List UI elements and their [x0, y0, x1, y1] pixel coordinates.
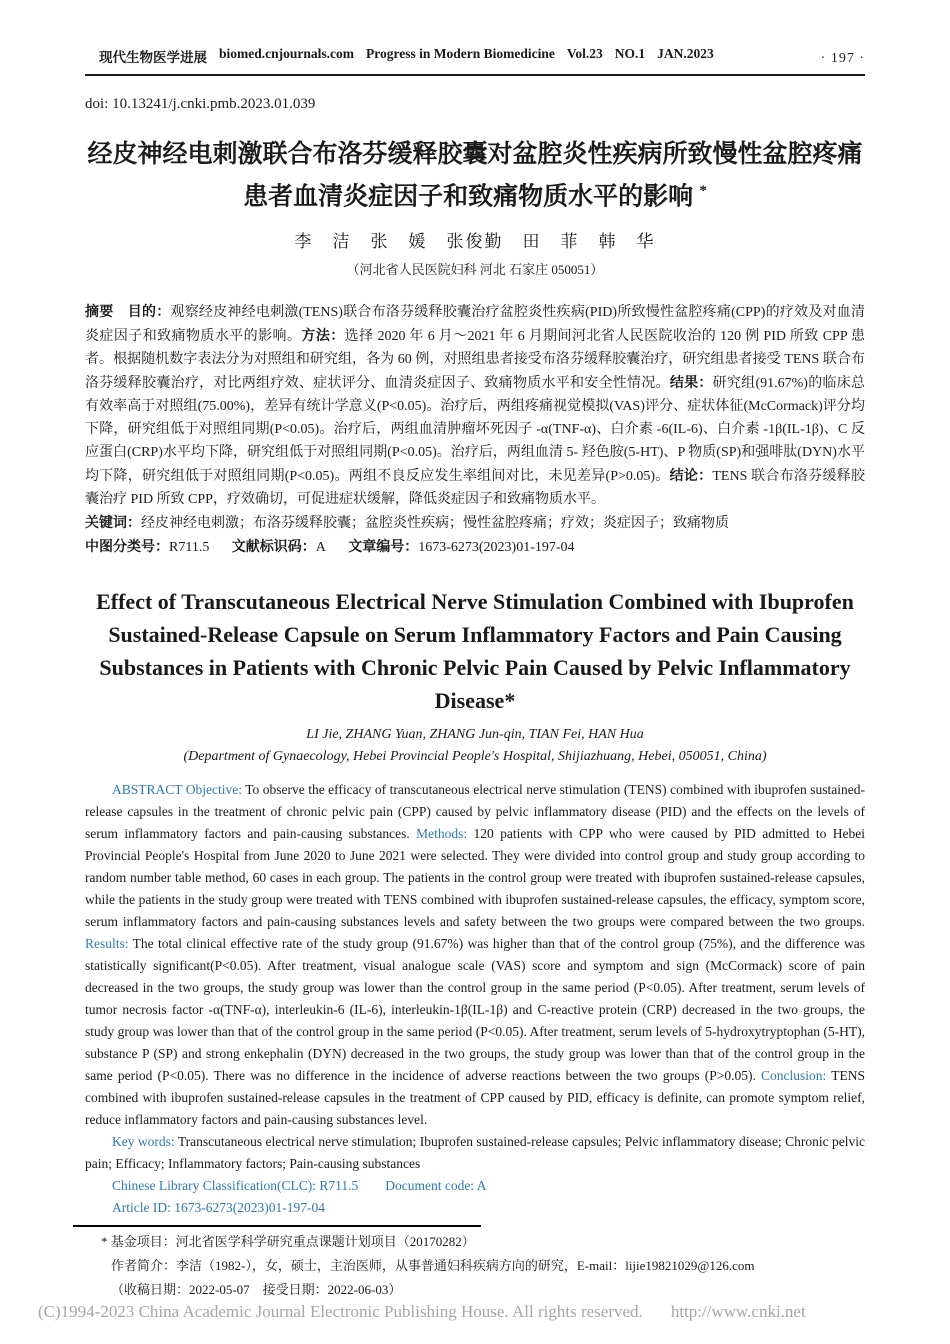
- title-en: Effect of Transcutaneous Electrical Nerve Stimulation Combined with Ibuprofen Sustained-Release Capsule on Serum Inflammatory Factors and Pain Causing Substances in Patients with Chronic Pelvic Pain Caused by Pelvic Inflammatory Disease*: [96, 589, 854, 714]
- copyright-text: (C)1994-2023 China Academic Journal Electronic Publishing House. All rights reserved.: [38, 1302, 643, 1321]
- keywords-cn: [85, 511, 865, 535]
- conclusion-en-text: TENS combined with ibuprofen sustained-release capsules in the treatment of CPP caused by PID, efficacy is definite, can promote symptom relief, reduce inflammatory factors and pain-causing substances level.: [85, 1068, 865, 1128]
- journal-website: biomed.cnjournals.com: [219, 46, 354, 61]
- title-footnote-mark: *: [699, 183, 707, 199]
- doi-line: doi: 10.13241/j.cnki.pmb.2023.01.039: [85, 96, 316, 112]
- title-cn-line1: 经皮神经电刺激联合布洛芬缓释胶囊对盆腔炎性疾病所致慢性盆腔疼痛: [87, 141, 863, 168]
- journal-header: [85, 0, 865, 67]
- doc-code-cn-label: 文献标识码：: [231, 538, 316, 555]
- article-id-cn-value: 1673-6273(2023)01-197-04: [418, 540, 575, 556]
- conclusion-cn-label: 结论：: [669, 467, 713, 484]
- journal-name-en: Progress in Modern Biomedicine: [366, 46, 555, 61]
- abstract-cn: [85, 300, 865, 511]
- results-cn-label: 结果：: [669, 374, 713, 391]
- author-bio-note: 作者简介：李洁（1982-），女，硕士，主治医师，从事普通妇科疾病方向的研究，E-mail：lijie19821029@126.com: [111, 1258, 755, 1274]
- methods-cn-text: 选择 2020 年 6 月～2021 年 6 月期间河北省人民医院收治的 120 例 PID 所致 CPP 患者。根据随机数字表法分为对照组和研究组，各为 60 例，对照组患者接受布洛芬缓释胶囊治疗，研究组患者接受 TENS 联合布洛芬缓释胶囊治疗，对比两组疗效、症状评分、血清炎症因子、致痛物质水平和安全性情况。: [85, 329, 866, 392]
- footnote-rule: [73, 1225, 481, 1227]
- paper-page: [85, 0, 865, 1302]
- keywords-cn-text: 经皮神经电刺激；布洛芬缓释胶囊；盆腔炎性疾病；慢性盆腔疼痛；疗效；炎症因子；致痛物质: [141, 516, 729, 532]
- affiliation-en: (Department of Gynaecology, Hebei Provincial People's Hospital, Shijiazhuang, Hebei, 050051, China): [183, 749, 767, 765]
- affiliation-cn: （河北省人民医院妇科 河北 石家庄 050051）: [346, 262, 604, 278]
- keywords-en-label: Key words:: [112, 1134, 175, 1150]
- results-cn-text: 研究组(91.67%)的临床总有效率高于对照组(75.00%)，差异有统计学意义(P<0.05)。治疗后，两组疼痛视觉模拟(VAS)评分、症状体征(McCormack)评分均下降，研究组低于对照组同期(P<0.05)。治疗后，两组血清肿瘤坏死因子 -α(TNF-α)、白介素 -6(IL-6)、白介素 -1β(IL-1β)、C 反应蛋白(CRP)水平均下降，研究组低于对照组同期(P<0.05)。治疗后，两组血清 5- 羟色胺(5-HT)、P 物质(SP)和强啡肽(DYN)水平均下降，研究组低于对照组同期(P<0.05)。两组不良反应发生率组间对比，未见差异(P>0.05)。: [85, 376, 865, 485]
- classification-en: [85, 1175, 865, 1197]
- journal-date: JAN.2023: [657, 46, 714, 61]
- journal-issue: NO.1: [614, 46, 646, 61]
- abstract-en: [85, 779, 865, 1131]
- clc-en-text: Chinese Library Classification(CLC): R711.5: [112, 1178, 359, 1194]
- clc-cn-label: 中图分类号：: [85, 538, 169, 555]
- fund-project-note: * 基金项目：河北省医学科学研究重点课题计划项目（20170282）: [101, 1234, 475, 1250]
- methods-cn-label: 方法：: [301, 327, 345, 344]
- results-en-label: Results:: [85, 936, 129, 952]
- keywords-en: [85, 1131, 865, 1175]
- objective-en-label: ABSTRACT Objective:: [112, 782, 242, 798]
- clc-cn-value: R711.5: [169, 540, 210, 556]
- cnki-copyright-footer: [38, 1302, 806, 1322]
- article-id-cn-label: 文章编号：: [348, 538, 419, 555]
- authors-cn: 李 洁 张 媛 张俊勤 田 菲 韩 华: [294, 232, 656, 252]
- journal-volume: Vol.23: [566, 46, 603, 61]
- objective-cn-text: 观察经皮神经电刺激(TENS)联合布洛芬缓释胶囊治疗盆腔炎性疾病(PID)所致慢性盆腔疼痛(CPP)的疗效及对血清炎症因子和致痛物质水平的影响。: [85, 305, 866, 345]
- cnki-url: http://www.cnki.net: [670, 1302, 806, 1321]
- title-cn: [85, 137, 865, 215]
- objective-cn-label: 目的：: [127, 303, 171, 320]
- doc-code-en-text: Document code: A: [385, 1178, 487, 1194]
- header-rule: [85, 74, 865, 76]
- received-dates-note: （收稿日期：2022-05-07 接受日期：2022-06-03）: [111, 1282, 402, 1298]
- methods-en-label: Methods:: [416, 826, 468, 842]
- authors-en: LI Jie, ZHANG Yuan, ZHANG Jun-qin, TIAN Fei, HAN Hua: [306, 727, 644, 743]
- keywords-cn-label: 关键词：: [85, 514, 141, 531]
- journal-header-left: [99, 46, 714, 66]
- footnote-block: [85, 1225, 865, 1302]
- objective-en-text: To observe the efficacy of transcutaneous electrical nerve stimulation (TENS) combined with ibuprofen sustained-release capsules in the treatment of chronic pelvic pain (CPP) caused by pelvic inflammatory disease (PID) and the effects on the levels of serum inflammatory factors and pain-causing substances.: [85, 782, 865, 842]
- journal-name-cn: 现代生物医学进展: [99, 50, 207, 65]
- methods-en-text: 120 patients with CPP who were caused by PID admitted to Hebei Provincial People's Hospital from June 2020 to June 2021 were selected. They were divided into control group and study group according to random number table method, 60 cases in each group. The patients in the control group were treated with ibuprofen sustained-release capsules, while the patients in the study group were treated with TENS combined with ibuprofen sustained-release capsules, the efficacy, symptom score, serum inflammatory factors and pain-causing substances levels and safety between the two groups were compared between the two groups.: [85, 826, 866, 930]
- keywords-en-text: Transcutaneous electrical nerve stimulation; Ibuprofen sustained-release capsules; Pelvic inflammatory disease; Chronic pelvic pain; Efficacy; Inflammatory factors; Pain-causing substances: [85, 1134, 865, 1172]
- page-number: · 197 ·: [820, 51, 865, 66]
- doc-code-cn-value: A: [315, 540, 326, 556]
- conclusion-cn-text: TENS 联合布洛芬缓释胶囊治疗 PID 所致 CPP，疗效确切，可促进症状缓解，降低炎症因子和致痛物质水平。: [85, 469, 865, 508]
- classification-cn: [85, 535, 865, 559]
- results-en-text: The total clinical effective rate of the study group (91.67%) was higher than that of the control group (75%), and the difference was statistically significant(P<0.05). After treatment, visual analogue scale (VAS) score and symptom and sign (McCormack) score of pain decreased in the two groups, the study group was lower than the control group in the same period (P<0.05). After treatment, serum levels of tumor necrosis factor -α(TNF-α), interleukin-6 (IL-6), interleukin-1β(IL-1β) and C-reactive protein (CRP) decreased in the two groups, the study group was lower than that of the control group in the same period (P<0.05). After treatment, serum levels of 5-hydroxytryptophan (5-HT), substance P (SP) and strong enkephalin (DYN) decreased in the two groups, the study group was lower than that of the control group in the same period (P<0.05). There was no difference in the incidence of adverse reactions between the two groups (P>0.05).: [85, 936, 865, 1084]
- conclusion-en-label: Conclusion:: [761, 1068, 827, 1084]
- article-id-en: Article ID: 1673-6273(2023)01-197-04: [112, 1200, 325, 1216]
- title-cn-line2: 患者血清炎症因子和致痛物质水平的影响: [243, 183, 694, 211]
- abstract-cn-label: 摘要: [85, 303, 114, 320]
